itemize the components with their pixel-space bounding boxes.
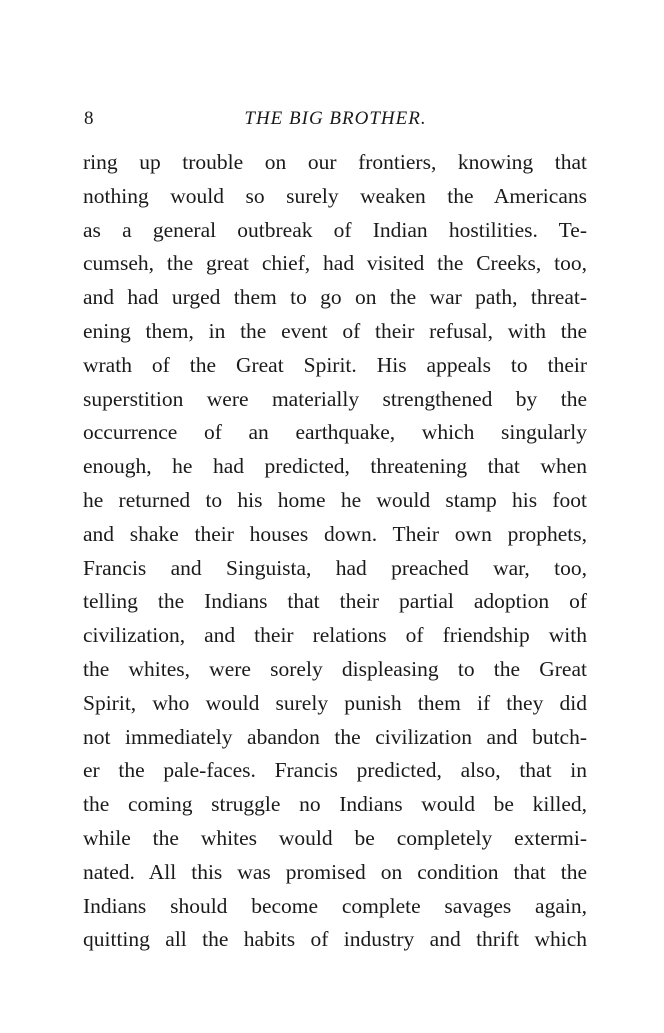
text-line: he returned to his home he would stamp his foot — [83, 487, 587, 512]
text-line: occurrence of an earthquake, which singularly — [83, 420, 587, 445]
text-line: quitting all the habits of industry and thrift which — [83, 927, 587, 952]
text-line: wrath of the Great Spirit. His appeals to their — [83, 352, 587, 377]
text-line: as a general outbreak of Indian hostilities. Te- — [83, 217, 587, 242]
page-number: 8 — [84, 108, 94, 129]
text-line: and shake their houses down. Their own prophets, — [83, 521, 587, 546]
text-line: nated. All this was promised on condition that the — [83, 859, 587, 884]
text-line: the coming struggle no Indians would be killed, — [83, 792, 587, 817]
text-line: ring up trouble on our frontiers, knowing that — [83, 150, 587, 174]
text-line: not immediately abandon the civilization and butch- — [83, 724, 587, 749]
text-line: enough, he had predicted, threatening that when — [83, 454, 587, 479]
text-line: and had urged them to go on the war path, threat- — [83, 285, 587, 310]
text-line: cumseh, the great chief, had visited the Creeks, too, — [83, 251, 587, 276]
running-title: THE BIG BROTHER. — [244, 108, 427, 129]
text-line: ening them, in the event of their refusal, with the — [83, 318, 587, 343]
page-header — [84, 108, 587, 136]
text-line: civilization, and their relations of friendship with — [83, 623, 587, 648]
text-line: superstition were materially strengthened by the — [83, 386, 587, 411]
text-line: er the pale-faces. Francis predicted, also, that in — [83, 758, 587, 783]
text-line: the whites, were sorely displeasing to the Great — [83, 656, 587, 681]
text-line: Francis and Singuista, had preached war, too, — [83, 555, 587, 580]
text-line: telling the Indians that their partial adoption of — [83, 589, 587, 614]
text-line: Spirit, who would surely punish them if they did — [83, 690, 587, 715]
text-line: nothing would so surely weaken the Americans — [83, 183, 587, 208]
text-line: Indians should become complete savages again, — [83, 893, 587, 918]
body-text — [83, 146, 587, 957]
text-line: while the whites would be completely extermi- — [83, 825, 587, 850]
